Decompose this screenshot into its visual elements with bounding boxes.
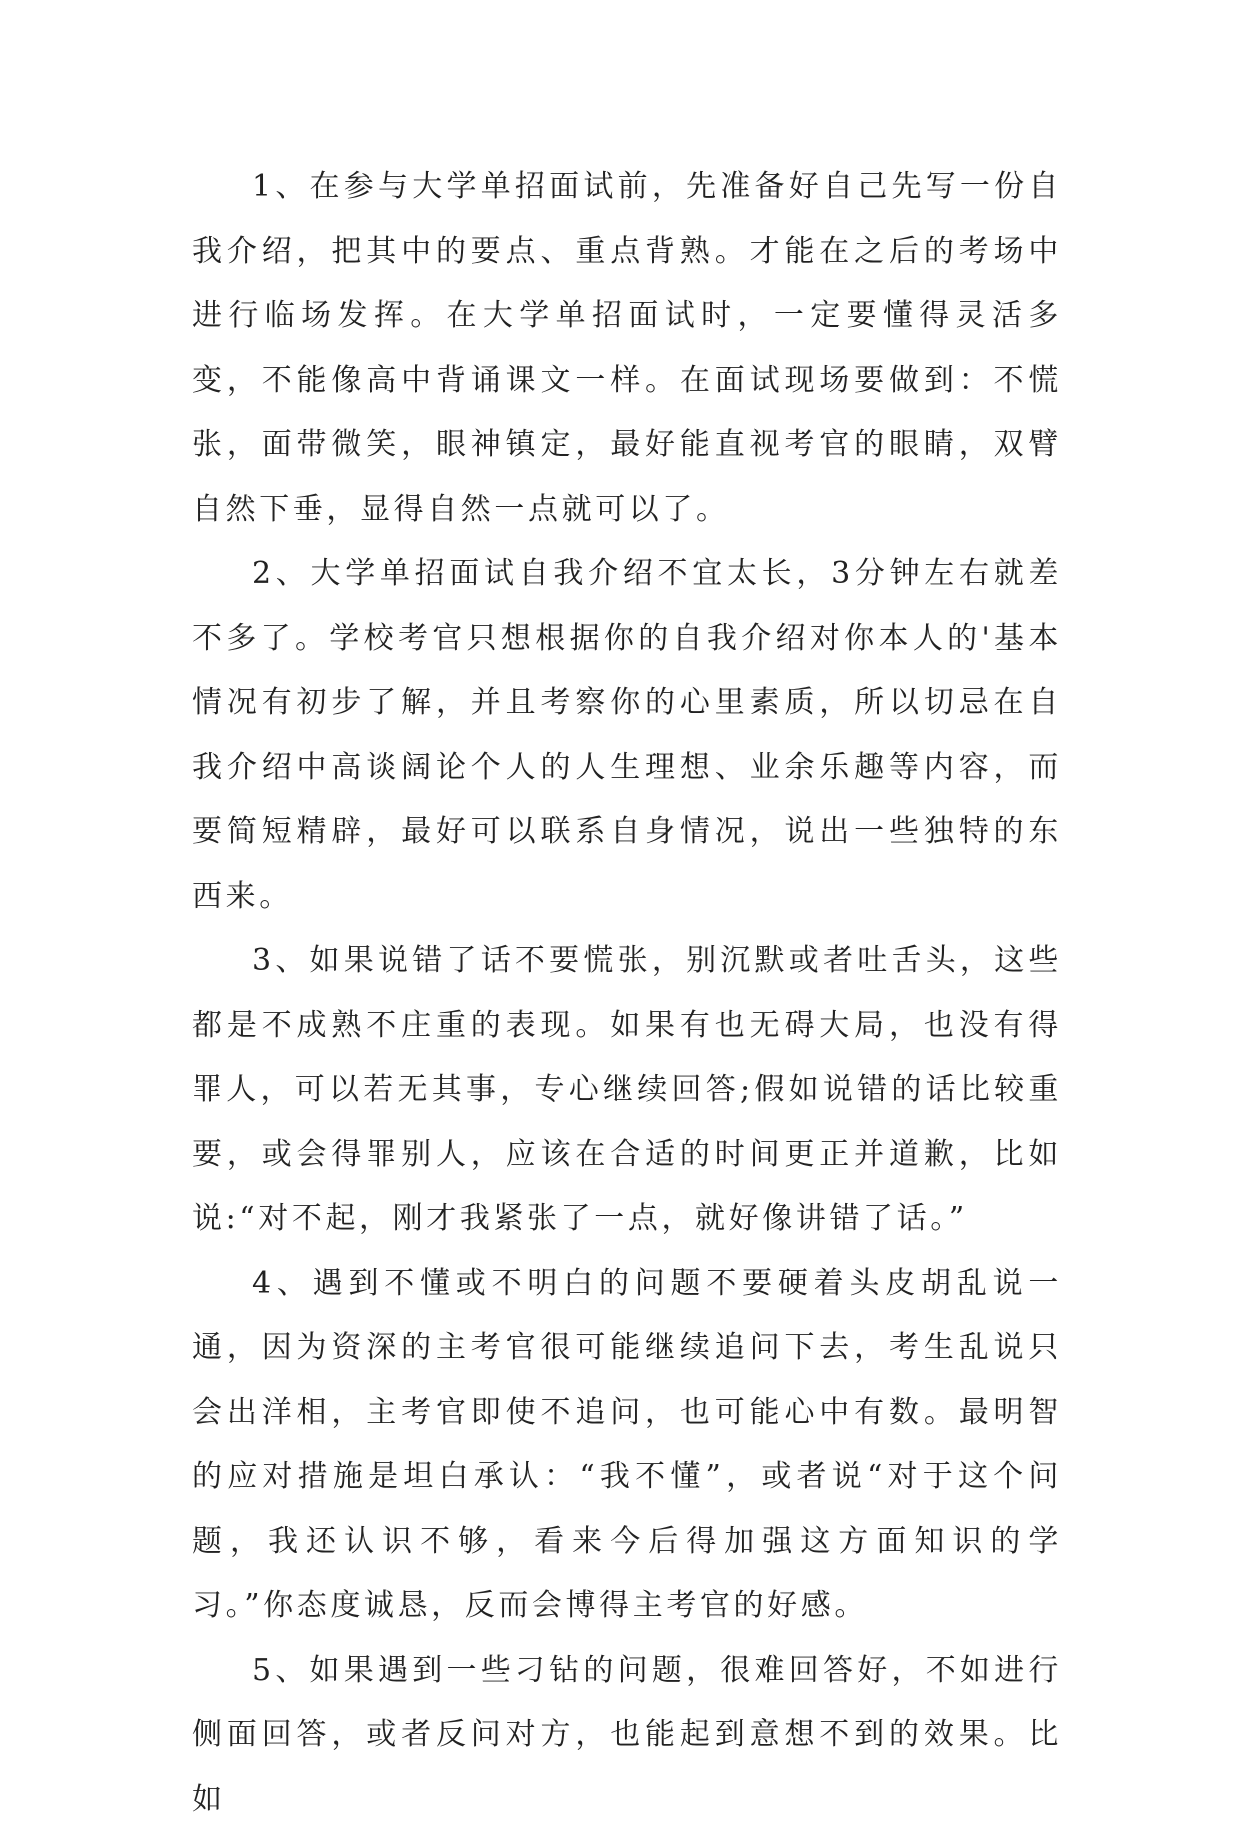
paragraph-2: 2、大学单招面试自我介绍不宜太长，3分钟左右就差不多了。学校考官只想根据你的自我介绍对你本人的'基本情况有初步了解，并且考察你的心里素质，所以切忌在自我介绍中高谈阔论个人的人生理想、业余乐趣等内容，而要简短精辟，最好可以联系自身情况，说出一些独特的东西来。 bbox=[192, 542, 1062, 929]
paragraph-3: 3、如果说错了话不要慌张，别沉默或者吐舌头，这些都是不成熟不庄重的表现。如果有也无碍大局，也没有得罪人，可以若无其事，专心继续回答;假如说错的话比较重要，或会得罪别人，应该在合适的时间更正并道歉，比如说:“对不起，刚才我紧张了一点，就好像讲错了话。” bbox=[192, 929, 1062, 1252]
paragraph-1: 1、在参与大学单招面试前，先准备好自己先写一份自我介绍，把其中的要点、重点背熟。才能在之后的考场中进行临场发挥。在大学单招面试时，一定要懂得灵活多变，不能像高中背诵课文一样。在面试现场要做到：不慌张，面带微笑，眼神镇定，最好能直视考官的眼睛，双臂自然下垂，显得自然一点就可以了。 bbox=[192, 155, 1062, 542]
document-body bbox=[192, 155, 1062, 1832]
paragraph-5: 5、如果遇到一些刁钻的问题，很难回答好，不如进行侧面回答，或者反问对方，也能起到意想不到的效果。比如 bbox=[192, 1639, 1062, 1832]
paragraph-4: 4、遇到不懂或不明白的问题不要硬着头皮胡乱说一通，因为资深的主考官很可能继续追问下去，考生乱说只会出洋相，主考官即使不追问，也可能心中有数。最明智的应对措施是坦白承认：“我不懂”，或者说“对于这个问题，我还认识不够，看来今后得加强这方面知识的学习。”你态度诚恳，反而会博得主考官的好感。 bbox=[192, 1252, 1062, 1639]
